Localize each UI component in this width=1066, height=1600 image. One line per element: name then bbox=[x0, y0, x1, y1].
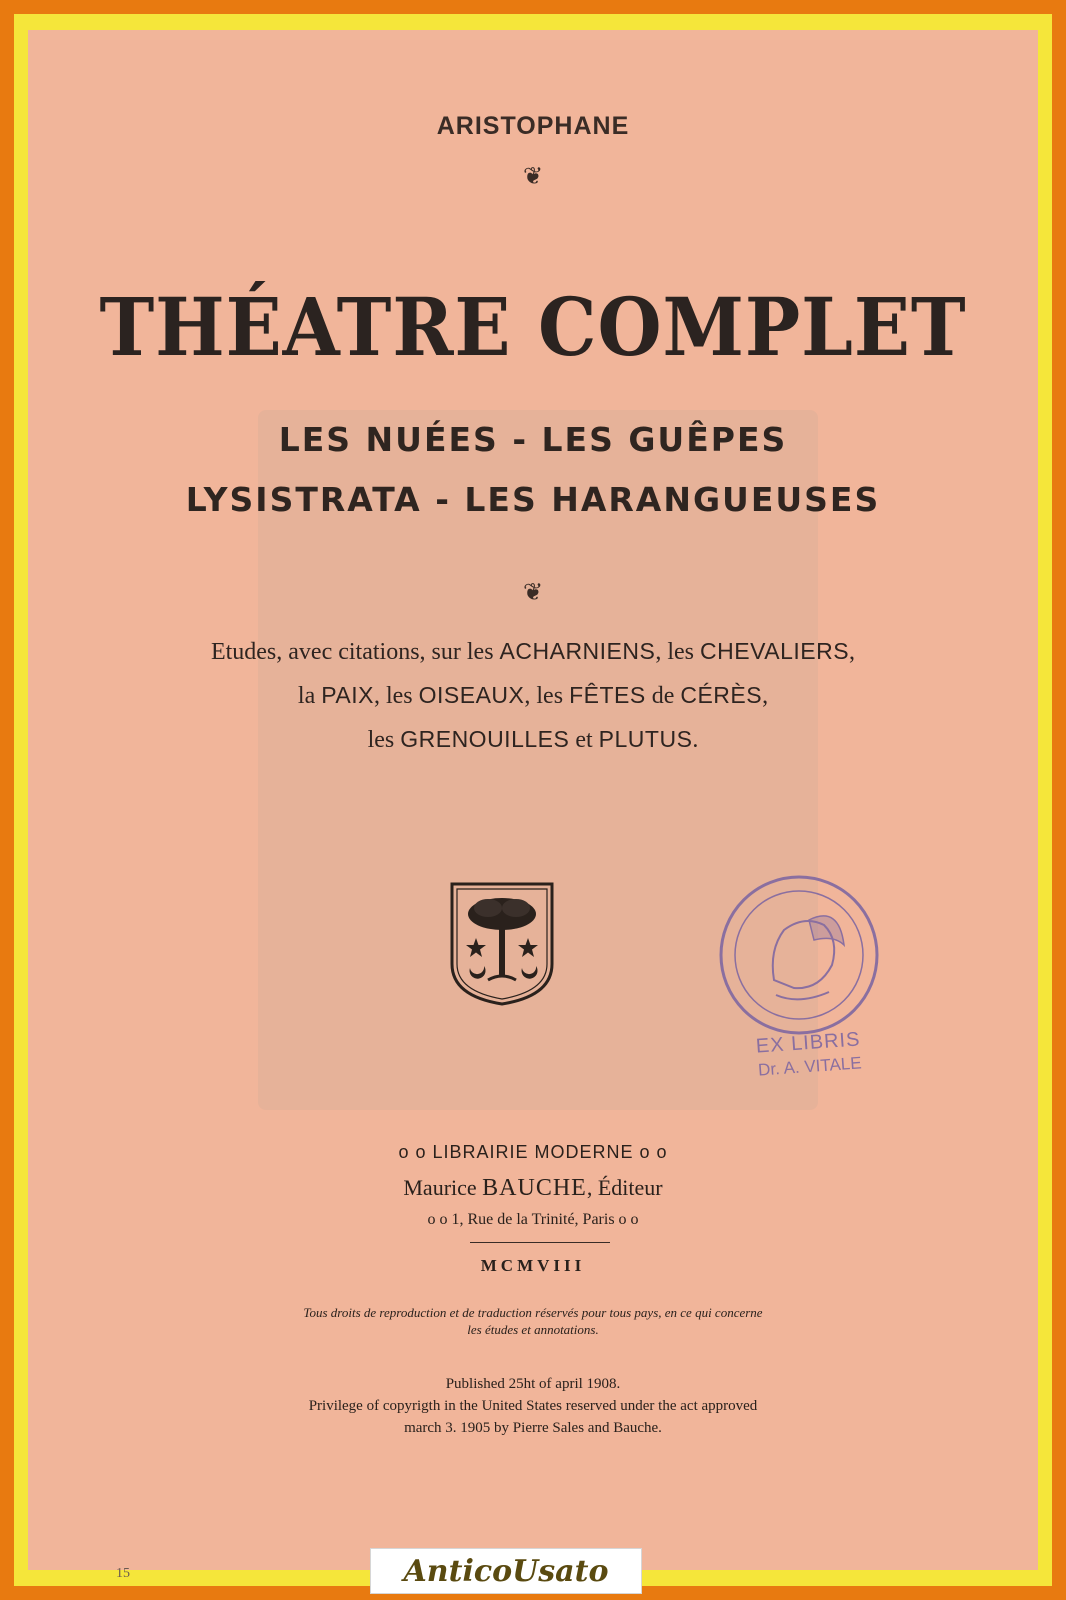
divider bbox=[470, 1242, 610, 1243]
text: GRENOUILLES bbox=[400, 726, 570, 752]
book-title: THÉATRE COMPLET bbox=[99, 280, 967, 374]
fleuron-ornament-icon: ❦ bbox=[522, 580, 544, 606]
copyright-line-3: march 3. 1905 by Pierre Sales and Bauche. bbox=[404, 1420, 662, 1436]
ex-libris-stamp-icon bbox=[714, 870, 884, 1040]
text: BAUCHE bbox=[482, 1175, 587, 1201]
studies-line-3 bbox=[28, 718, 1038, 762]
ex-libris-line-1: EX LIBRIS bbox=[755, 1028, 862, 1058]
fleuron-ornament-icon: ❦ bbox=[522, 164, 544, 190]
publisher-crest-icon bbox=[448, 880, 556, 1008]
text: , les bbox=[655, 639, 701, 665]
text: CÉRÈS bbox=[680, 682, 763, 708]
publisher-line-1: o o LIBRAIRIE MODERNE o o bbox=[398, 1142, 668, 1162]
text: , les bbox=[373, 683, 419, 709]
copyright-line-1: Published 25ht of april 1908. bbox=[445, 1376, 621, 1392]
text: et bbox=[569, 727, 599, 753]
text: , bbox=[849, 639, 856, 665]
text: CHEVALIERS bbox=[700, 638, 850, 664]
ex-libris-line-2: Dr. A. VITALE bbox=[757, 1053, 863, 1080]
pencil-mark: 15 bbox=[116, 1566, 130, 1581]
plays-line-2: LYSISTRATA - LES HARANGUEUSES bbox=[185, 480, 881, 519]
rights-line-2: les études et annotations. bbox=[467, 1322, 599, 1337]
studies-line-1 bbox=[28, 630, 1038, 674]
publisher-address: o o 1, Rue de la Trinité, Paris o o bbox=[427, 1211, 639, 1228]
text: OISEAUX bbox=[418, 682, 525, 708]
publisher-line-2 bbox=[28, 1175, 1038, 1202]
rights-line-1: Tous droits de reproduction et de traduction réservés pour tous pays, en ce qui concerne bbox=[303, 1305, 763, 1320]
plays-line-1: LES NUÉES - LES GUÊPES bbox=[278, 420, 788, 459]
text: PLUTUS bbox=[598, 726, 693, 752]
studies-paragraph bbox=[28, 630, 1038, 762]
text: , les bbox=[524, 683, 570, 709]
text: les bbox=[367, 727, 401, 753]
text: PAIX bbox=[321, 682, 374, 708]
watermark-logo: AnticoUsato bbox=[370, 1548, 642, 1594]
studies-line-2 bbox=[28, 674, 1038, 718]
copyright-info bbox=[28, 1373, 1038, 1439]
rights-notice bbox=[28, 1304, 1038, 1338]
text: , Éditeur bbox=[586, 1175, 663, 1200]
copyright-line-2: Privilege of copyrigth in the United States reserved under the act approved bbox=[308, 1398, 758, 1414]
author-name: ARISTOPHANE bbox=[436, 112, 630, 140]
text: la bbox=[297, 683, 322, 709]
text: Etudes, avec citations, sur les bbox=[210, 639, 500, 665]
text: de bbox=[645, 683, 681, 709]
text: ACHARNIENS bbox=[499, 638, 656, 664]
publication-year: MCMVIII bbox=[480, 1256, 586, 1275]
text: FÊTES bbox=[569, 682, 646, 708]
text: , bbox=[762, 683, 769, 709]
text: Maurice bbox=[403, 1175, 483, 1200]
text: . bbox=[692, 727, 699, 753]
